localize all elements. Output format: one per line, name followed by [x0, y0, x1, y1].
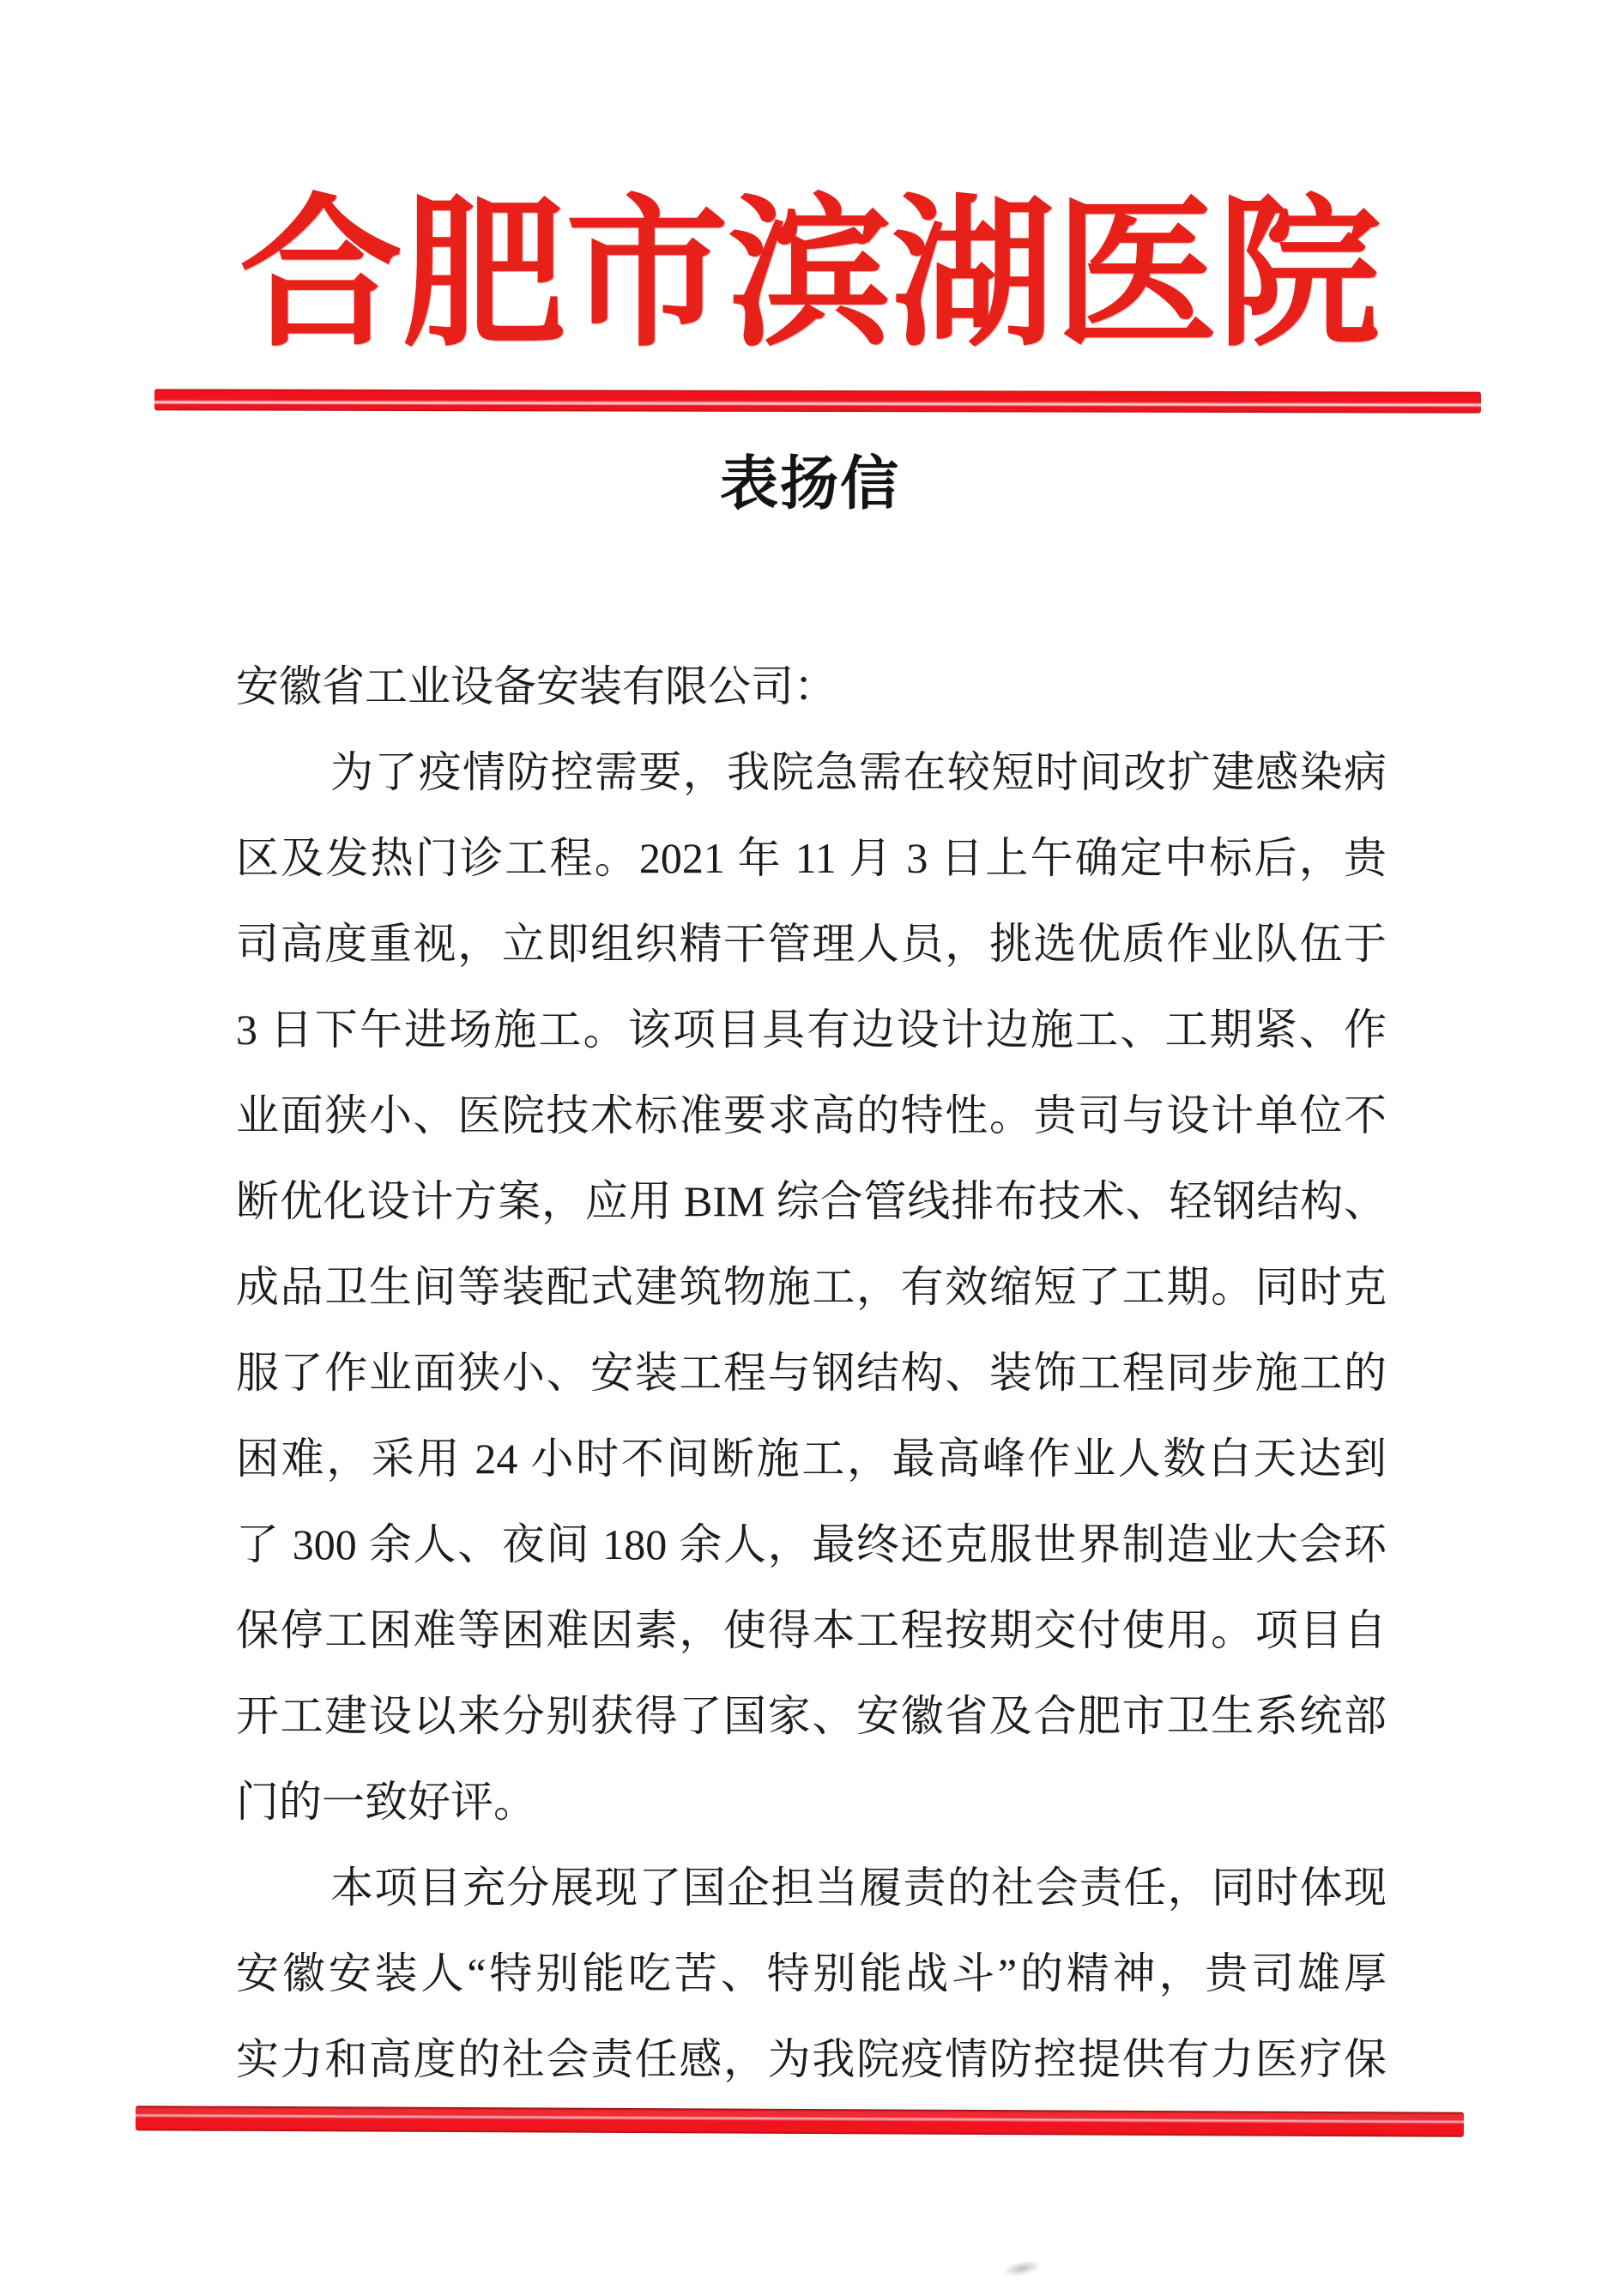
letterhead-divider-line	[154, 389, 1481, 413]
hospital-name: 合肥市滨湖医院	[239, 186, 1381, 366]
body-line-13: 开工建设以来分别获得了国家、安徽省及合肥市卫生系统部	[236, 1692, 1387, 1740]
body-line-9: 服了作业面狭小、安装工程与钢结构、装饰工程同步施工的	[236, 1349, 1387, 1397]
body-line-15: 本项目充分展现了国企担当履责的社会责任，同时体现	[330, 1864, 1387, 1912]
body-line-10: 困难，采用 24 小时不间断施工，最高峰作业人数白天达到	[236, 1435, 1387, 1483]
body-line-14: 门的一致好评。	[236, 1778, 536, 1826]
body-line-11: 了 300 余人、夜间 180 余人，最终还克服世界制造业大会环	[236, 1520, 1387, 1568]
body-line-17: 实力和高度的社会责任感，为我院疫情防控提供有力医疗保	[236, 2035, 1387, 2083]
body-line-12: 保停工困难等困难因素，使得本工程按期交付使用。项目自	[236, 1606, 1387, 1654]
letter-title: 表扬信	[719, 451, 900, 517]
body-line-8: 成品卫生间等装配式建筑物施工，有效缩短了工期。同时克	[236, 1263, 1387, 1311]
body-line-7: 断优化设计方案，应用 BIM 综合管线排布技术、轻钢结构、	[236, 1177, 1387, 1225]
scan-artifact	[1001, 2257, 1043, 2279]
body-line-4: 司高度重视，立即组织精干管理人员，挑选优质作业队伍于	[236, 920, 1387, 968]
body-line-2: 为了疫情防控需要，我院急需在较短时间改扩建感染病	[330, 748, 1387, 796]
body-line-16: 安徽安装人“特别能吃苦、特别能战斗”的精神，贵司雄厚	[236, 1949, 1387, 1997]
letter-body	[236, 643, 1387, 2102]
body-line-1: 安徽省工业设备安装有限公司：	[236, 662, 837, 710]
body-line-5: 3 日下午进场施工。该项目具有边设计边施工、工期紧、作	[236, 1006, 1387, 1054]
body-line-6: 业面狭小、医院技术标准要求高的特性。贵司与设计单位不	[236, 1091, 1387, 1139]
hospital-letterhead	[0, 180, 1620, 372]
body-line-3: 区及发热门诊工程。2021 年 11 月 3 日上午确定中标后，贵	[236, 834, 1387, 882]
footer-divider-line	[136, 2106, 1464, 2137]
